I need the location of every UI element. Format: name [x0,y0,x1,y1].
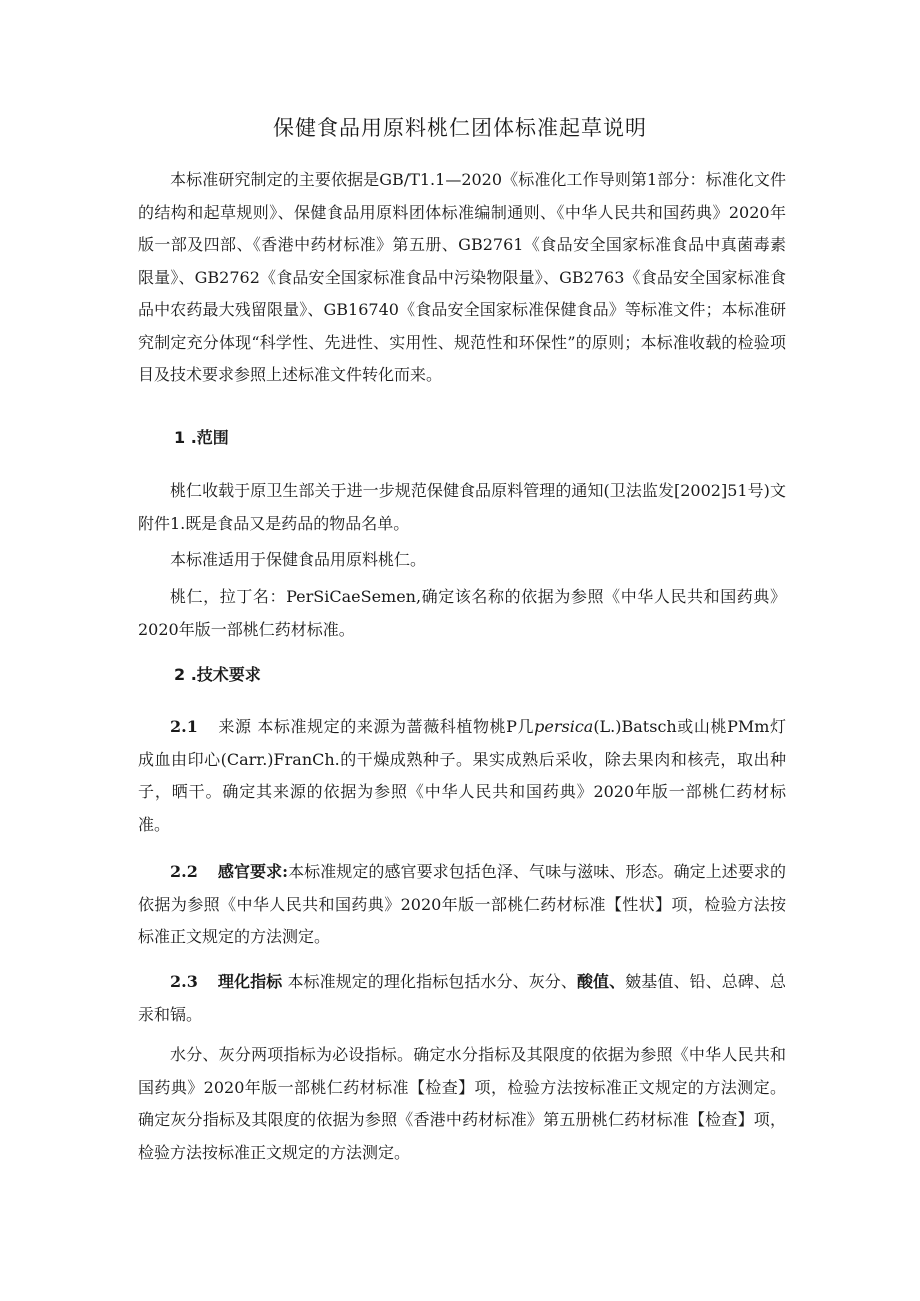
document-title: 保健食品用原料桃仁团体标准起草说明 [273,116,647,140]
section-2-1-text-a: 本标准规定的来源为蔷薇科植物桃P几 [257,717,535,736]
section-1-paragraph-3: 桃仁，拉丁名：PerSiCaeSemen,确定该名称的依据为参照《中华人民共和国药典》2020年版一部桃仁药材标准。 [138,587,786,639]
section-2-1-label: 来源 [217,717,252,736]
section-1-paragraph-1: 桃仁收载于原卫生部关于进一步规范保健食品原料管理的通知(卫法监发[2002]51号)文附件1.既是食品又是药品的物品名单。 [138,481,786,533]
section-2-3-paragraph [138,966,786,1031]
section-1-heading: 1 .范围 [174,428,229,447]
section-2-1-text-b: (L.)Batsch或山桃PMm灯成血由印心(Carr.)FranCh.的干燥成熟种子。果实成熟后采收，除去果肉和核壳，取出种子，晒干。确定其来源的依据为参照《中华人民共和国药典》2020年版一部桃仁药材标准。 [138,717,786,834]
section-2-1-number: 2.1 [170,717,198,736]
section-2-3-number: 2.3 [170,972,198,991]
section-2-3-text-a: 本标准规定的理化指标包括水分、灰分、 [287,972,577,991]
section-2-heading: 2 .技术要求 [174,665,261,684]
section-2-2-number: 2.2 [170,862,198,881]
section-2-3-text-b: 皴基值、铅、总碑、总汞和镉。 [138,972,786,1024]
section-2-3-followup-paragraph: 水分、灰分两项指标为必设指标。确定水分指标及其限度的依据为参照《中华人民共和国药典》2020年版一部桃仁药材标准【检查】项，检验方法按标准正文规定的方法测定。确定灰分指标及其限度的依据为参照《香港中药材标准》第五册桃仁药材标准【检查】项，检验方法按标准正文规定的方法测定。 [138,1045,786,1162]
section-2-1-species-italic: persica [534,717,594,736]
section-2-2-paragraph [138,856,786,954]
section-2-3-bold-term: 酸值、 [576,972,626,991]
section-2-1-paragraph [138,711,786,841]
section-1-paragraph-2: 本标准适用于保健食品用原料桃仁。 [170,550,427,569]
intro-paragraph: 本标准研究制定的主要依据是GB/T1.1—2020《标准化工作导则第1部分：标准化文件的结构和起草规则》、保健食品用原料团体标准编制通则、《中华人民共和国药典》2020年版一部及四部、《香港中药材标准》第五册、GB2761《食品安全国家标准食品中真菌毒素限量》、GB2762《食品安全国家标准食品中污染物限量》、GB2763《食品安全国家标准食品中农药最大残留限量》、GB16740《食品安全国家标准保健食品》等标准文件；本标准研究制定充分体现“科学性、先进性、实用性、规范性和环保性”的原则；本标准收载的检验项目及技术要求参照上述标准文件转化而来。 [138,170,786,384]
section-2-2-label: 感官要求: [217,862,289,881]
section-2-2-text: 本标准规定的感官要求包括色泽、气味与滋味、形态。确定上述要求的依据为参照《中华人民共和国药典》2020年版一部桃仁药材标准【性状】项，检验方法按标准正文规定的方法测定。 [138,862,786,946]
section-2-3-label: 理化指标 [217,972,283,991]
